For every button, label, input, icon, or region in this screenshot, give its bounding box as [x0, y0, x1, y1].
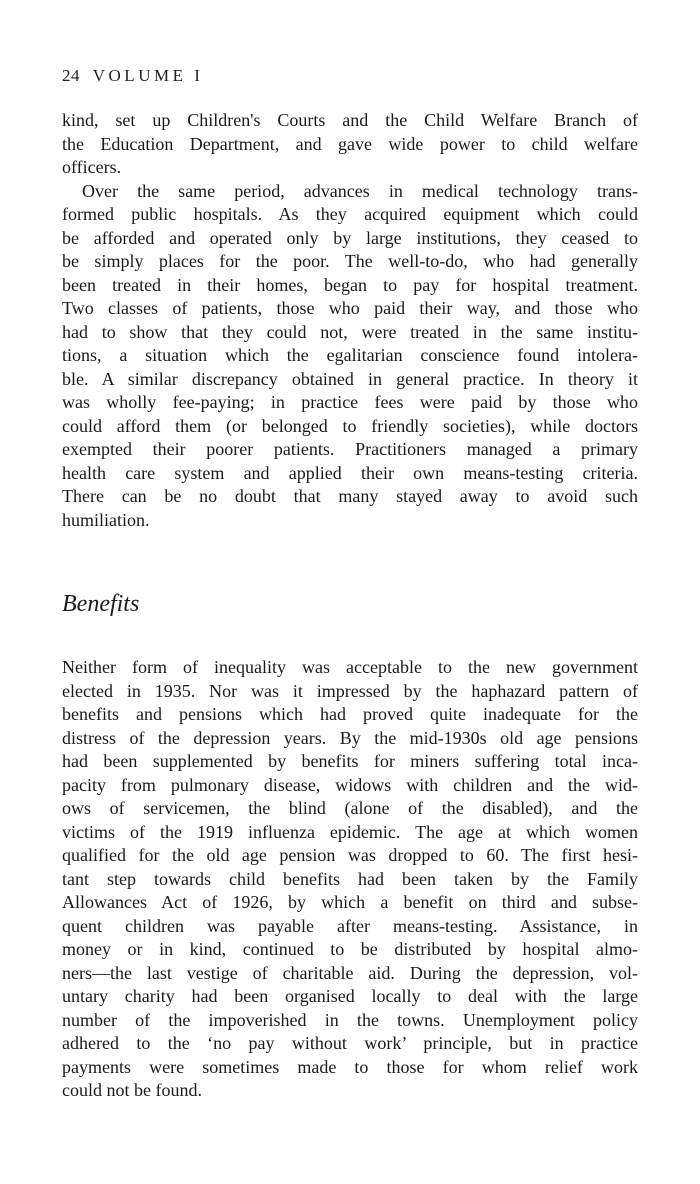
- text-line: be afforded and operated only by large institutions, they ceased to: [62, 227, 638, 248]
- text-line: There can be no doubt that many stayed away to avoid such: [62, 486, 638, 506]
- text-line: be simply places for the poor. The well-to-do, who had generally: [62, 251, 638, 271]
- text-line: kind, set up Children's Courts and the Child Welfare Branch of: [62, 110, 638, 130]
- text-line: had been supplemented by benefits for miners suffering total inca-: [62, 751, 638, 771]
- text-line: payments were sometimes made to those for whom relief work: [62, 1056, 638, 1077]
- text-line: Neither form of inequality was acceptable to the new government: [62, 657, 638, 677]
- text-line: ows of servicemen, the blind (alone of the disabled), and the: [62, 798, 638, 818]
- body-text-section-one: [62, 109, 638, 532]
- text-line: officers.: [62, 157, 122, 177]
- text-line: number of the impoverished in the towns. Unemployment policy: [62, 1009, 638, 1030]
- text-line: was wholly fee-paying; in practice fees were paid by those who: [62, 392, 638, 412]
- text-line: quent children was payable after means-testing. Assistance, in: [62, 915, 638, 936]
- page-number: 24: [62, 66, 80, 85]
- text-line: exempted their poorer patients. Practitioners managed a primary: [62, 439, 638, 459]
- text-line: Over the same period, advances in medical technology trans-: [82, 180, 638, 201]
- text-line: formed public hospitals. As they acquired equipment which could: [62, 204, 638, 224]
- text-line: Allowances Act of 1926, by which a benefit on third and subse-: [62, 892, 638, 912]
- text-line: ble. A similar discrepancy obtained in general practice. In theory it: [62, 368, 638, 389]
- text-line: elected in 1935. Nor was it impressed by the haphazard pattern of: [62, 680, 638, 701]
- text-line: the Education Department, and gave wide power to child welfare: [62, 133, 638, 154]
- text-line: health care system and applied their own means-testing criteria.: [62, 462, 638, 483]
- text-line: could not be found.: [62, 1080, 202, 1100]
- text-line: distress of the depression years. By the mid-1930s old age pensions: [62, 727, 638, 748]
- text-line: could afford them (or belonged to friendly societies), while doctors: [62, 415, 638, 436]
- text-line: pacity from pulmonary disease, widows with children and the wid-: [62, 774, 638, 795]
- text-line: qualified for the old age pension was dropped to 60. The first hesi-: [62, 845, 638, 865]
- text-line: ners—the last vestige of charitable aid. During the depression, vol-: [62, 962, 638, 983]
- text-line: tions, a situation which the egalitarian conscience found intolera-: [62, 345, 638, 365]
- text-line: benefits and pensions which had proved quite inadequate for the: [62, 704, 638, 724]
- text-line: adhered to the ‘no pay without work’ principle, but in practice: [62, 1033, 638, 1053]
- text-line: humiliation.: [62, 509, 150, 530]
- text-line: money or in kind, continued to be distributed by hospital almo-: [62, 939, 638, 959]
- running-head: [62, 66, 203, 86]
- text-line: had to show that they could not, were treated in the same institu-: [62, 321, 638, 342]
- text-line: victims of the 1919 influenza epidemic. The age at which women: [62, 821, 638, 842]
- section-heading-benefits: Benefits: [62, 591, 140, 617]
- volume-label: VOLUME I: [92, 66, 204, 85]
- text-line: tant step towards child benefits had been taken by the Family: [62, 868, 638, 889]
- text-line: Two classes of patients, those who paid their way, and those who: [62, 298, 638, 318]
- text-line: untary charity had been organised locally to deal with the large: [62, 986, 638, 1006]
- body-text-section-two: [62, 656, 638, 1103]
- text-line: been treated in their homes, began to pay for hospital treatment.: [62, 274, 638, 295]
